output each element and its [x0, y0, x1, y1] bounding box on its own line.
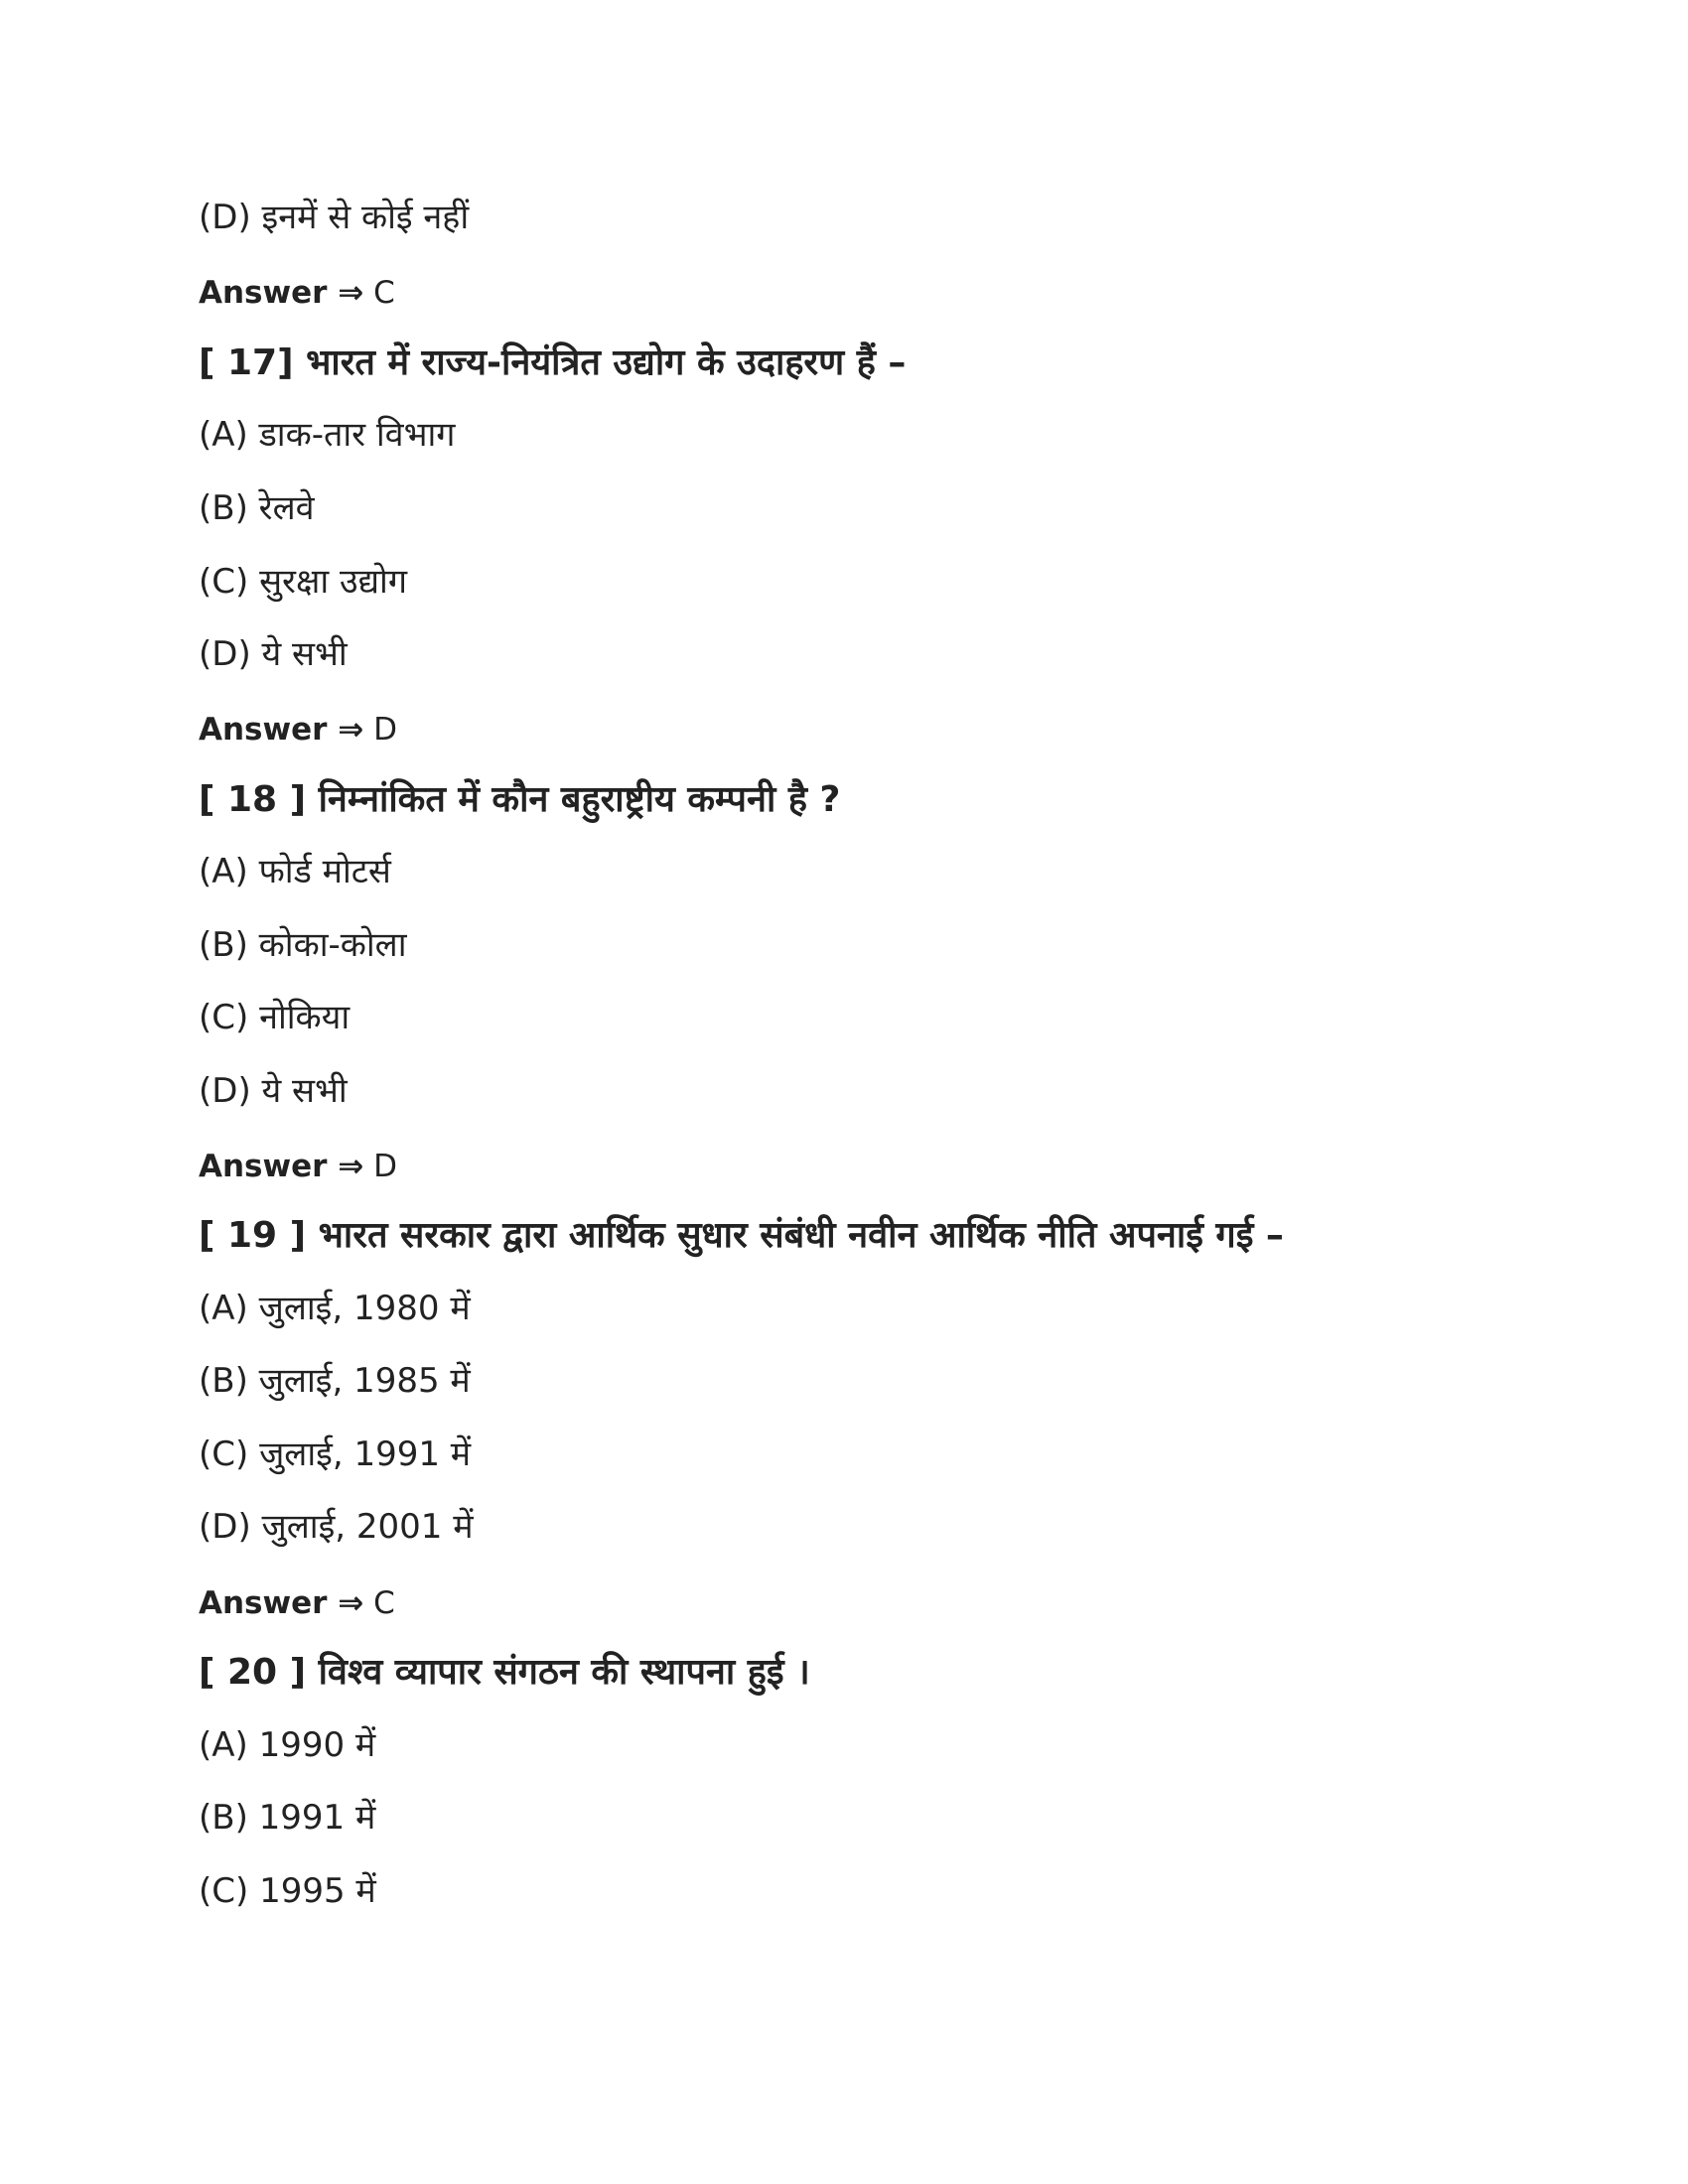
option-18-b: (B) कोका-कोला	[199, 925, 407, 965]
answer-label: Answer ⇒	[199, 275, 364, 311]
answer-label: Answer ⇒	[199, 1585, 364, 1621]
answer-value: D	[373, 1149, 397, 1184]
option-17-c: (C) सुरक्षा उद्योग	[199, 562, 407, 602]
option-18-a: (A) फोर्ड मोटर्स	[199, 852, 391, 891]
question-17: [ 17] भारत में राज्य-नियंत्रित उद्योग के उदाहरण हैं –	[199, 342, 907, 383]
question-18: [ 18 ] निम्नांकित में कौन बहुराष्ट्रीय कम्पनी है ?	[199, 779, 841, 820]
answer-18	[199, 1149, 397, 1184]
question-20: [ 20 ] विश्व व्यापार संगठन की स्थापना हुई ।	[199, 1652, 810, 1693]
answer-16	[199, 275, 395, 311]
option-17-d: (D) ये सभी	[199, 634, 348, 674]
answer-value: C	[373, 1585, 395, 1621]
answer-19	[199, 1585, 395, 1621]
option-19-a: (A) जुलाई, 1980 में	[199, 1289, 471, 1328]
option-20-a: (A) 1990 में	[199, 1725, 376, 1765]
option-20-c: (C) 1995 में	[199, 1871, 376, 1911]
option-18-d: (D) ये सभी	[199, 1071, 348, 1111]
option-20-b: (B) 1991 में	[199, 1798, 376, 1838]
option-17-a: (A) डाक-तार विभाग	[199, 415, 456, 455]
answer-17	[199, 712, 397, 748]
question-19: [ 19 ] भारत सरकार द्वारा आर्थिक सुधार संबंधी नवीन आर्थिक नीति अपनाई गई –	[199, 1215, 1284, 1256]
option-19-d: (D) जुलाई, 2001 में	[199, 1507, 474, 1547]
answer-label: Answer ⇒	[199, 1149, 364, 1184]
option-16-d: (D) इनमें से कोई नहीं	[199, 198, 470, 237]
answer-value: D	[373, 712, 397, 748]
option-17-b: (B) रेलवे	[199, 488, 315, 528]
answer-label: Answer ⇒	[199, 712, 364, 748]
option-18-c: (C) नोकिया	[199, 998, 351, 1037]
option-19-c: (C) जुलाई, 1991 में	[199, 1434, 472, 1474]
option-19-b: (B) जुलाई, 1985 में	[199, 1361, 471, 1401]
answer-value: C	[373, 275, 395, 311]
